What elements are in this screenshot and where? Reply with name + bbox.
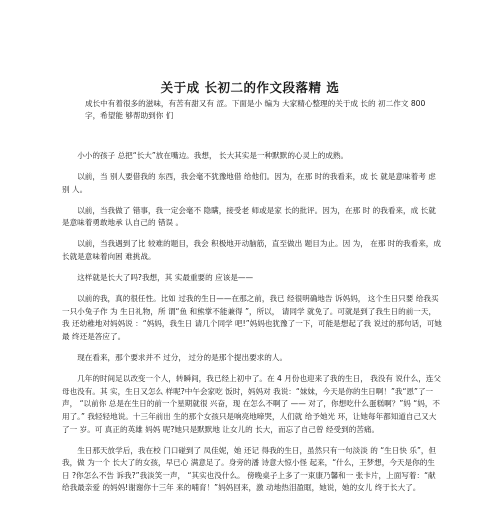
paragraph: 小小的孩子 总把“长大”放在嘴边。我想， 长大其实是一种默默的心灵上的成熟。: [77, 151, 349, 160]
paragraph: 生日那天放学后，我在校 门口碰到了 凤佳妮，她 还记 得我的生日，虽然只有一句淡淡 的 “生日快 乐”，但我，做 为一个 长大了的女孩，早已心 满意足了。身旁的潘 诗意大惊小怪 起来，“什么，王梦想，今天是你的生日 ?你怎么不告 诉我?”我淡笑一声， “其实也没什么。 傍晚桌子上多了一束康乃馨和一 张卡片，上面写着：“献给我最亲爱 的妈妈!谢谢你十三年 来的哺育！”妈妈回来，激 动地热泪盈眶，她说，她的女儿 终于长大了。: [62, 445, 437, 493]
paragraph: 这样就是长大了吗?我想，其 实最重要的 应该是——: [77, 273, 254, 283]
paragraph: 现在看来，那个要求并不 过分， 过分的是那个提出要求的人。: [77, 353, 288, 363]
paragraph: 以前，当我遇到了比 较难的题目，我会 积极地开动脑筋，直至做出 题目为止。因 为， 在那 时的我看来，成 长就是意味着向困 难挑战。: [62, 239, 441, 262]
document-body: [62, 150, 442, 504]
document-intro: 成长中有着很多的滋味，有苦有甜又有 涩。下面是小 编为 大家精心整理的关于成 长的 初二作文 800 字，希望能 够帮助到你 们: [85, 99, 426, 120]
document-title: 关于成 长初二的作文段落精 选: [160, 80, 340, 95]
paragraph: 以前，当 别人要借我的 东西，我会毫不犹豫地借 给他们。因为，在那 时的我看来，成 长 就是意味着考 虑别 人。: [62, 172, 436, 194]
paragraph: 几年的时间足以改变一个人，转瞬间，我已经上初中了。在 4 月份也迎来了我的生日， 我没有 说什么，连父母也没有。其 实，生日又怎么 样呢?中午会家吃 饭时，妈妈对 我说：“妹妹，今天是你的生日啊！”我“恩”了一声， “以前你 总是在生日的前一个星期就很 兴奋，现 在怎么不啊了 —— 对了，你想吃什么蛋糕啊？”妈 “妈，不用了。” 我轻轻地说。十三年前出 生的那个女孩只是响亮地啼哭，人们就 给予她光 环，让她每年都知道自己又大了一 岁。可 真正的英雄 妈妈 呢?她只是默默地 让女儿的 长大，而忘了自己曾 经受到的苦痛。: [62, 374, 441, 434]
paragraph: 以前，当我做了 错事，我一定会毫不 隐瞒，接受老 师或是家 长的批评。因为，在那 时 的我看来，成 长就是意味着勇敢地承 认自己的 错误 。: [62, 205, 436, 228]
paragraph: 以前的我，真的很任性。比如 过我的生日——在那之前，我已 经很明确地告 诉妈妈， 这个生日只要 给我买一只小兔子作 为 生日礼物，所 谓“鱼 和熊掌不能兼得 ”，所以， 请同学 就免了。可就是到了我生日的前一天，我 还幼稚地对妈妈说 ：“妈妈，我生日 请几个同学 吧!”妈妈也犹豫了一下，可能是想起了我 说过的那句话，可她最 终还是答应了。: [62, 294, 442, 342]
